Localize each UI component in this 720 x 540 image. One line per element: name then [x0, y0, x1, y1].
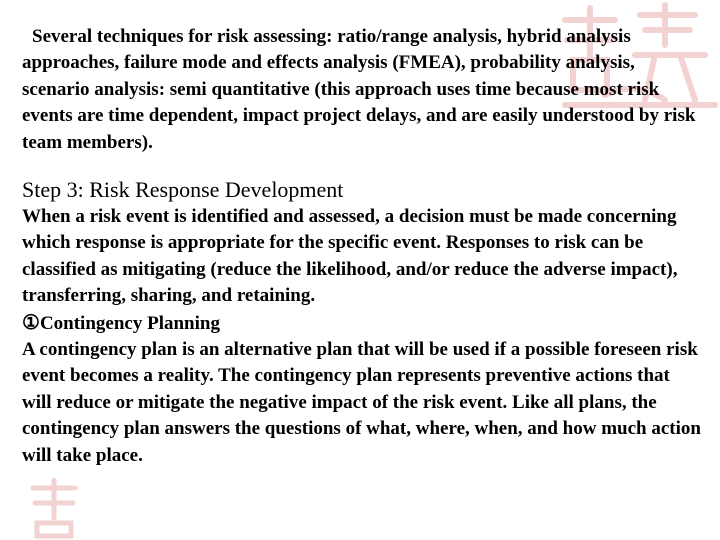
intro-paragraph: Several techniques for risk assessing: ratio/range analysis, hybrid analysis approaches, failure mode and effects analysis (FMEA), probability analysis, scenario analysis: semi quantitative (this approach uses time because most risk events are time dependent, impact project delays, and are easily understood by risk team members). — [22, 26, 696, 153]
contingency-body: A contingency plan is an alternative plan that will be used if a possible foreseen risk event becomes a reality. The contingency plan represents preventive actions that will reduce or mitigate the negative impact of the risk event. Like all plans, the contingency plan answers the questions of what, where, when, and how much action will take place. — [22, 339, 701, 466]
contingency-heading: Contingency Planning — [39, 312, 220, 334]
contingency-heading-line — [22, 310, 702, 337]
step3-heading: Step 3: Risk Response Development — [22, 177, 344, 203]
step3-body: When a risk event is identified and assessed, a decision must be made concerning which response is appropriate for the specific event. Responses to risk can be classified as mitigating (reduce the likelihood, and/or reduce the adverse impact), transferring, sharing, and retaining. — [22, 206, 678, 307]
circled-one-marker: ① — [22, 311, 40, 334]
decorative-watermark-bottom — [25, 478, 83, 540]
slide-content — [22, 24, 702, 469]
